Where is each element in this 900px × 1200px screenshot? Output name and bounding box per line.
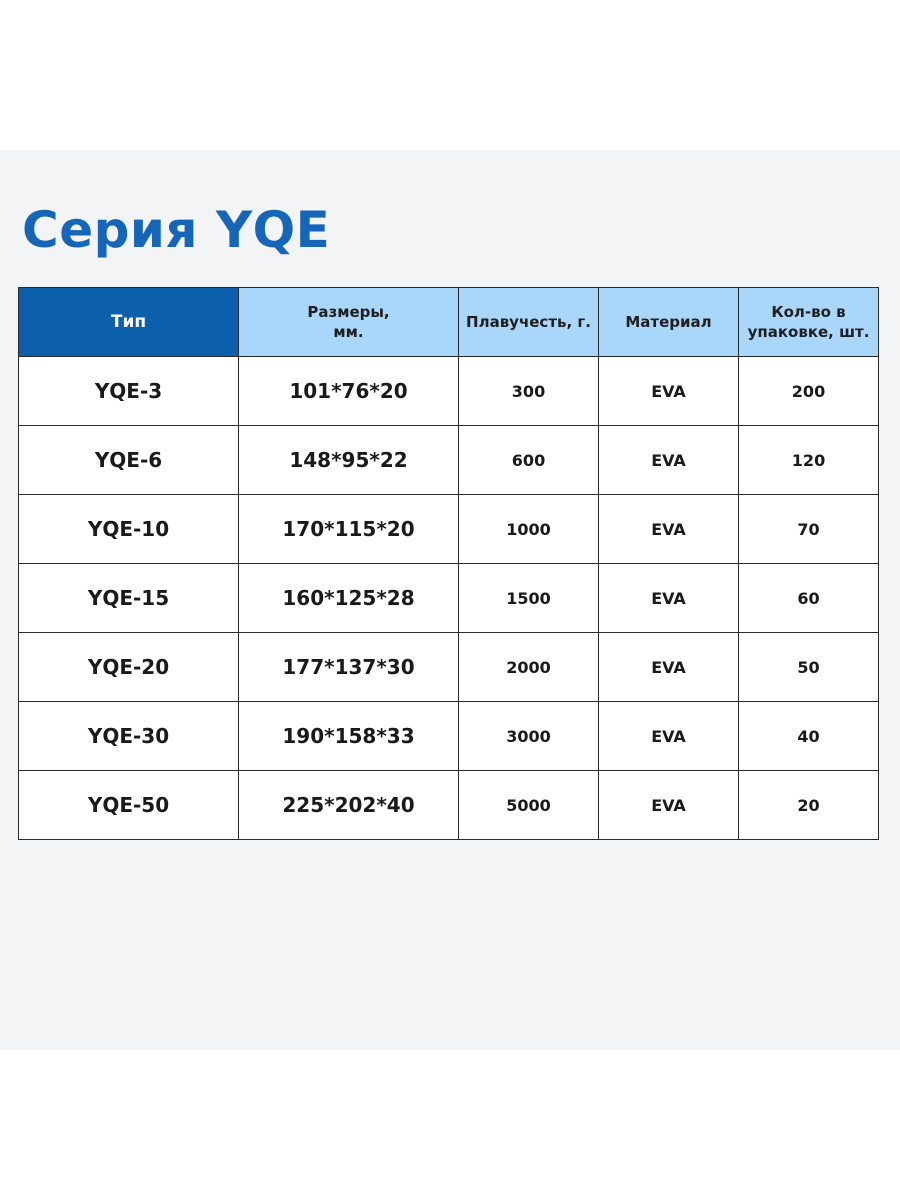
cell-type: YQE-15 xyxy=(19,564,239,633)
header-buoyancy: Плавучесть, г. xyxy=(459,288,599,357)
header-qty-line2: упаковке, шт. xyxy=(747,323,870,341)
cell-material: EVA xyxy=(599,426,739,495)
table-row xyxy=(19,426,879,495)
cell-buoyancy: 1500 xyxy=(459,564,599,633)
header-row xyxy=(19,288,879,357)
cell-material: EVA xyxy=(599,495,739,564)
cell-qty: 60 xyxy=(739,564,879,633)
cell-qty: 40 xyxy=(739,702,879,771)
cell-qty: 50 xyxy=(739,633,879,702)
header-qty-line1: Кол-во в xyxy=(771,303,846,321)
header-qty xyxy=(739,288,879,357)
cell-size: 225*202*40 xyxy=(239,771,459,840)
cell-size: 170*115*20 xyxy=(239,495,459,564)
cell-size: 148*95*22 xyxy=(239,426,459,495)
header-type: Тип xyxy=(19,288,239,357)
cell-type: YQE-30 xyxy=(19,702,239,771)
cell-material: EVA xyxy=(599,771,739,840)
table-header xyxy=(19,288,879,357)
table-body xyxy=(19,357,879,840)
table-row xyxy=(19,702,879,771)
cell-type: YQE-10 xyxy=(19,495,239,564)
cell-material: EVA xyxy=(599,357,739,426)
cell-size: 160*125*28 xyxy=(239,564,459,633)
cell-buoyancy: 5000 xyxy=(459,771,599,840)
spec-sheet xyxy=(0,150,900,1050)
table-row xyxy=(19,771,879,840)
cell-material: EVA xyxy=(599,702,739,771)
cell-material: EVA xyxy=(599,633,739,702)
cell-qty: 200 xyxy=(739,357,879,426)
table-row xyxy=(19,495,879,564)
cell-type: YQE-50 xyxy=(19,771,239,840)
table-row xyxy=(19,564,879,633)
cell-size: 177*137*30 xyxy=(239,633,459,702)
cell-type: YQE-20 xyxy=(19,633,239,702)
cell-buoyancy: 300 xyxy=(459,357,599,426)
cell-buoyancy: 1000 xyxy=(459,495,599,564)
header-size-line2: мм. xyxy=(333,323,364,341)
header-size-line1: Размеры, xyxy=(307,303,390,321)
cell-size: 101*76*20 xyxy=(239,357,459,426)
table-row xyxy=(19,357,879,426)
cell-buoyancy: 3000 xyxy=(459,702,599,771)
cell-qty: 20 xyxy=(739,771,879,840)
cell-size: 190*158*33 xyxy=(239,702,459,771)
cell-material: EVA xyxy=(599,564,739,633)
cell-type: YQE-6 xyxy=(19,426,239,495)
header-size xyxy=(239,288,459,357)
cell-qty: 120 xyxy=(739,426,879,495)
table-row xyxy=(19,633,879,702)
header-material: Материал xyxy=(599,288,739,357)
cell-buoyancy: 600 xyxy=(459,426,599,495)
cell-qty: 70 xyxy=(739,495,879,564)
cell-type: YQE-3 xyxy=(19,357,239,426)
cell-buoyancy: 2000 xyxy=(459,633,599,702)
spec-table xyxy=(18,287,879,840)
page-title: Серия YQE xyxy=(22,201,331,259)
